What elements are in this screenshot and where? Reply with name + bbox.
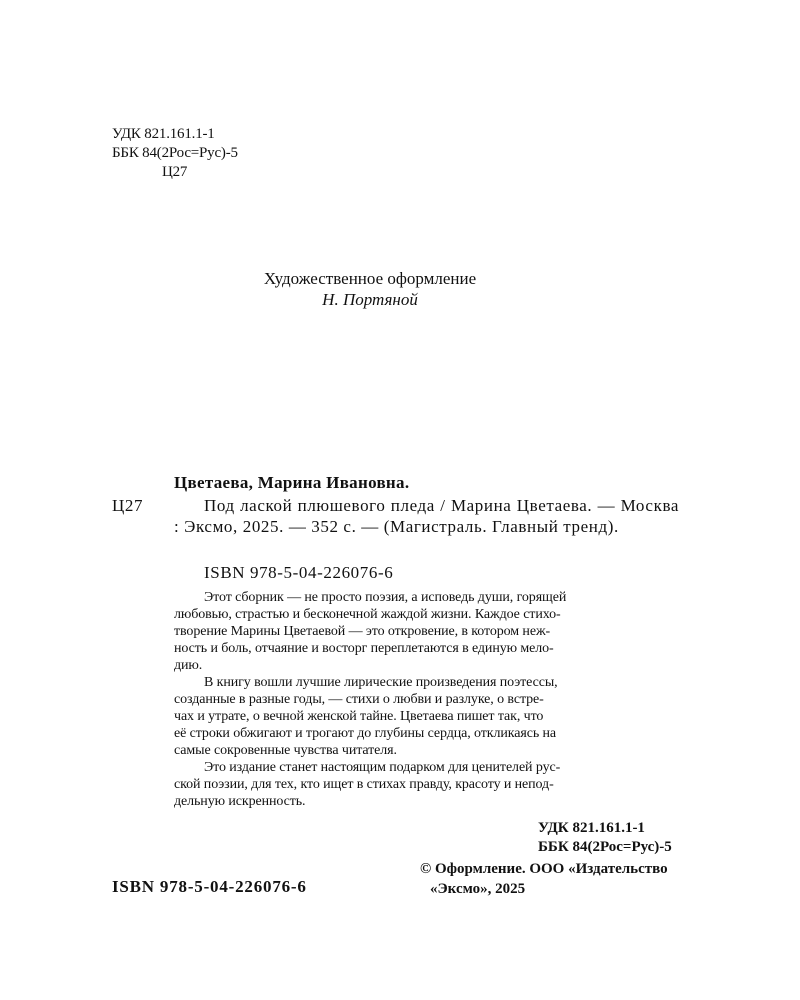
isbn-bottom: ISBN 978-5-04-226076-6	[112, 877, 307, 896]
bib-author-mark: Ц27	[112, 496, 144, 515]
annotation-line: ность и боль, отчаяние и восторг переплетаются в единую мело-	[174, 641, 554, 656]
annotation-line: В книгу вошли лучшие лирические произведения поэтессы,	[204, 675, 558, 690]
bib-isbn: ISBN 978-5-04-226076-6	[204, 563, 394, 582]
annotation-line: дельную искренность.	[174, 794, 306, 809]
annotation-line: чах и утрате, о вечной женской тайне. Цветаева пишет так, что	[174, 709, 544, 724]
bbk-code-top: ББК 84(2Рос=Рус)-5	[112, 145, 238, 161]
annotation-line: любовью, страстью и бесконечной жаждой жизни. Каждое стихо-	[174, 607, 561, 622]
annotation-line: творение Марины Цветаевой — это откровение, в котором неж-	[174, 624, 551, 639]
annotation-line: созданные в разные годы, — стихи о любви и разлуке, о встре-	[174, 692, 544, 707]
udk-code-top: УДК 821.161.1-1	[112, 126, 215, 142]
annotation-line: дию.	[174, 658, 203, 673]
copyright-line-2: «Эксмо», 2025	[430, 881, 526, 897]
bib-description: Под лаской плюшевого пледа / Марина Цветаева. — Москва : Эксмо, 2025. — 352 с. — (Магистраль. Главный тренд).	[174, 496, 679, 536]
annotation-line: ской поэзии, для тех, кто ищет в стихах правду, красоту и непод-	[174, 777, 554, 792]
udk-code-bottom: УДК 821.161.1-1	[538, 820, 645, 836]
annotation-line: самые сокровенные чувства читателя.	[174, 743, 397, 758]
annotation-line: Этот сборник — не просто поэзия, а исповедь души, горящей	[204, 590, 567, 605]
bbk-code-bottom: ББК 84(2Рос=Рус)-5	[538, 839, 672, 855]
copyright-line-1: © Оформление. ООО «Издательство	[420, 861, 668, 877]
annotation	[174, 589, 566, 810]
design-credit-artist: Н. Портяной	[322, 290, 418, 309]
annotation-line: её строки обжигают и трогают до глубины сердца, откликаясь на	[174, 726, 557, 741]
author-mark-top: Ц27	[162, 164, 188, 180]
bib-author: Цветаева, Марина Ивановна.	[174, 473, 410, 492]
design-credit-label: Художественное оформление	[263, 269, 477, 288]
annotation-line: Это издание станет настоящим подарком для ценителей рус-	[204, 760, 561, 775]
